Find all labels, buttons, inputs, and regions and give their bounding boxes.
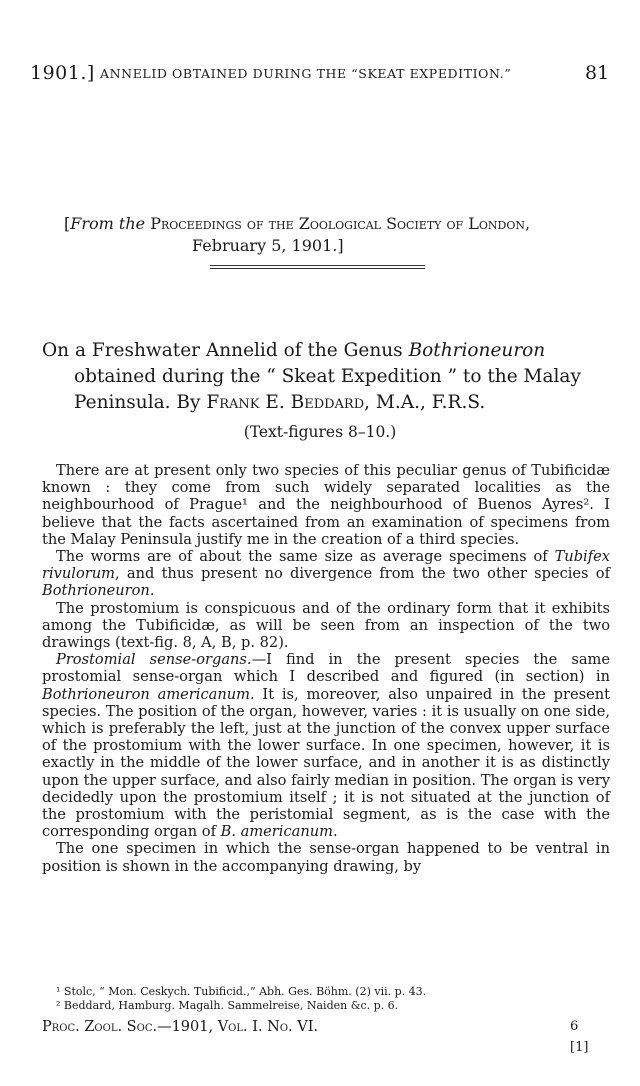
title-line-1 <box>42 338 612 364</box>
p4-text-b: . It is, moreover, also unpaired in the present species. The position of the organ, however, varies : it is usually on one side, which is preferably the left, just at the junction of the convex upper surface of the prostomium with the lower surface. In one specimen, however, it is exactly in the middle of the lower surface, and in another it is as distinctly upon the upper surface, and also fairly median in position. The organ is very decidedly upon the prostomium itself ; it is not situated at the junction of the prostomium with the peristomial segment, as is the case with the corresponding organ of <box>42 685 610 841</box>
divider-rule-2 <box>210 268 425 269</box>
p2-text-b: , and thus present no divergence from the two other species of <box>114 565 610 583</box>
footnote-1: ¹ Stolc, “ Mon. Ceskych. Tubificid.,” Abh. Ges. Böhm. (2) vii. p. 43. <box>56 985 427 998</box>
source-line-1: [From the Proceedings of the Zoological Society of London, <box>64 214 531 233</box>
title-line-3 <box>42 390 612 416</box>
p4-text-c: . <box>332 823 338 841</box>
p2-text-c: . <box>149 582 155 600</box>
bracket-mark: [1] <box>570 1040 589 1055</box>
source-note <box>64 213 584 257</box>
p2-genus: Bothrioneuron <box>42 582 150 600</box>
text-figures-note: (Text-figures 8–10.) <box>243 423 397 441</box>
title-line-2: obtained during the “ Skeat Expedition ” to the Malay <box>74 366 581 387</box>
paragraph-5: The one specimen in which the sense-organ happened to be ventral in position is shown in the accompanying drawing, by <box>42 840 610 875</box>
author-degrees: , M.A., F.R.S. <box>364 392 486 413</box>
source-date-text: February 5, 1901.] <box>192 236 344 255</box>
footnote-2: ² Beddard, Hamburg. Magalh. Sammelreise, Naiden &c. p. 6. <box>56 999 399 1012</box>
p2-species: Tubifex rivulorum <box>42 548 610 583</box>
article-title <box>42 338 612 416</box>
paragraph-4 <box>42 651 610 840</box>
signature-mark: 6 <box>570 1019 579 1034</box>
p4-text-a: —I find in the present species the same prostomial sense-organ which I described and figured (in section) in <box>42 651 610 686</box>
p2-text-a: The worms are of about the same size as average specimens of <box>56 548 555 566</box>
title-text-1: On a Freshwater Annelid of the Genus <box>42 340 409 361</box>
source-date <box>64 235 584 257</box>
source-italic: From the <box>70 214 146 233</box>
title-genus: Bothrioneuron <box>408 340 546 361</box>
paragraph-1: There are at present only two species of this peculiar genus of Tubificidæ known : they come from such widely separated localities as the neighbourhood of Prague¹ and the neighbourhood of Buenos Ayres². I believe that the facts ascertained from an examination of specimens from the Malay Peninsula justify me in the creation of a third species. <box>42 462 610 548</box>
divider-rule <box>210 265 425 266</box>
article-body <box>42 462 610 875</box>
author-name: Frank E. Beddard <box>206 392 365 413</box>
paragraph-2 <box>42 548 610 600</box>
p4-species-2: B. americanum <box>220 823 333 841</box>
running-head-year: 1901.] <box>30 62 95 84</box>
page-number: 81 <box>585 62 610 84</box>
section-heading-sense-organs: Prostomial sense-organs. <box>56 651 252 669</box>
footnotes <box>42 985 610 1013</box>
title-text-3: Peninsula. By <box>74 392 207 413</box>
running-head-title: ANNELID OBTAINED DURING THE “SKEAT EXPEDITION.” <box>100 66 512 81</box>
p4-species-1: Bothrioneuron americanum <box>42 685 250 703</box>
paragraph-3: The prostomium is conspicuous and of the ordinary form that it exhibits among the Tubificidæ, as will be seen from an inspection of the two drawings (text-fig. 8, A, B, p. 82). <box>42 599 610 652</box>
source-society: Proceedings of the Zoological Society of London, <box>150 214 531 233</box>
journal-footer: Proc. Zool. Soc.—1901, Vol. I. No. VI. <box>42 1019 319 1035</box>
